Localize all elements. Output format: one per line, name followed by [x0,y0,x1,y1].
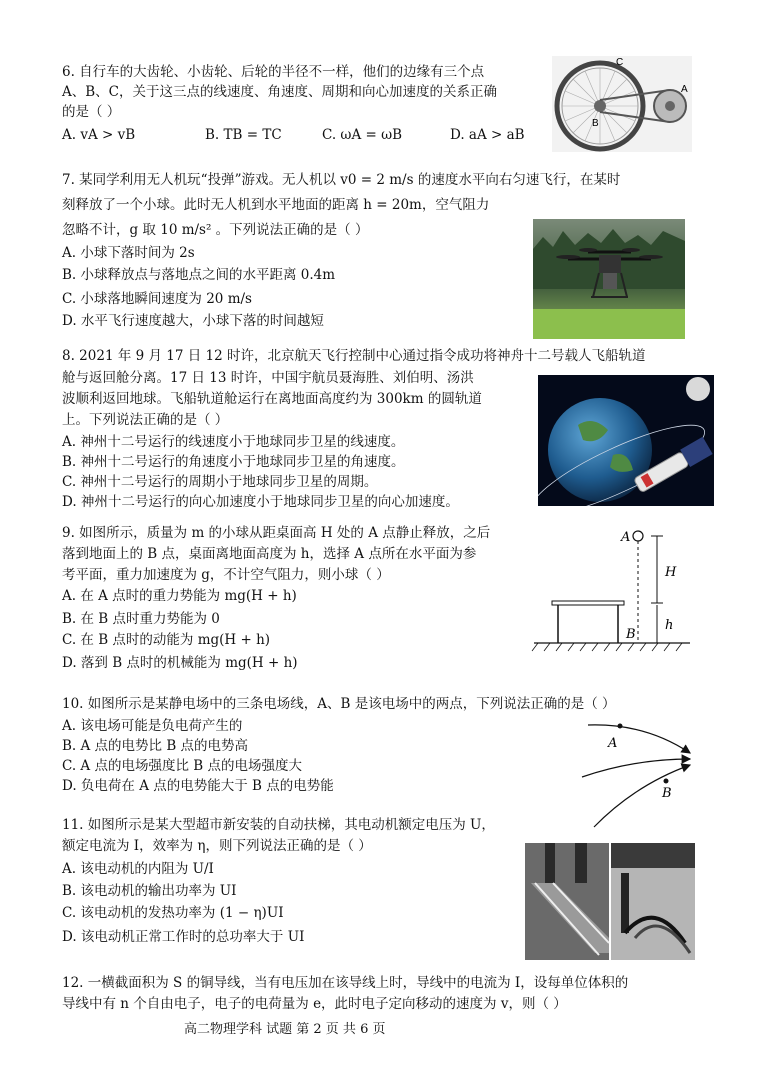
drone-photo [533,219,685,339]
q8-stem-line1: 8. 2021 年 9 月 17 日 12 时许，北京航天飞行控制中心通过指令成功将神舟十二号载人飞船轨道 [62,348,646,364]
q6-stem-line2: A、B、C，关于这三点的线速度、角速度、周期和向心加速度的关系正确 [62,84,497,100]
q12-stem-line1: 12. 一横截面积为 S 的铜导线，当有电压加在该导线上时，导线中的电流为 I，设每单位体积的 [62,975,629,991]
q11-option-c: C. 该电动机的发热功率为 (1 − η)UI [62,905,284,921]
q7-option-c: C. 小球落地瞬间速度为 20 m/s [62,291,252,307]
q6-option-a: A. vA > vB [62,127,136,143]
q11-stem-line1: 11. 如图所示是某大型超市新安装的自动扶梯，其电动机额定电压为 U， [62,817,495,833]
bicycle-wheel-figure [552,56,692,152]
q9-stem-line1: 9. 如图所示，质量为 m 的小球从距桌面高 H 处的 A 点静止释放，之后 [62,525,491,541]
q8-option-d: D. 神州十二号运行的向心加速度小于地球同步卫星的向心加速度。 [62,494,459,510]
electric-field-lines-diagram [580,715,700,831]
q8-stem-line3: 波顺利返回地球。飞船轨道舱运行在离地面高度约为 300km 的圆轨道 [62,391,482,407]
q7-option-b: B. 小球释放点与落地点之间的水平距离 0.4m [62,267,336,283]
q10-stem-line1: 10. 如图所示是某静电场中的三条电场线，A、B 是该电场中的两点，下列说法正确的是（ ） [62,696,616,712]
q11-option-d: D. 该电动机正常工作时的总功率大于 UI [62,929,305,945]
q10-option-a: A. 该电场可能是负电荷产生的 [62,718,243,734]
q10-option-d: D. 负电荷在 A 点的电势能大于 B 点的电势能 [62,778,334,794]
q8-stem-line2: 舱与返回舱分离。17 日 13 时许，中国宇航员聂海胜、刘伯明、汤洪 [62,370,474,386]
fig-label-b: B [662,786,672,801]
q7-stem-line1: 7. 某同学利用无人机玩“投弹”游戏。无人机以 v0 = 2 m/s 的速度水平向右匀速飞行，在某时 [62,172,621,188]
q10-option-b: B. A 点的电势比 B 点的电势高 [62,738,249,754]
q9-stem-line3: 考平面，重力加速度为 g，不计空气阻力，则小球（ ） [62,567,390,583]
q9-option-d: D. 落到 B 点时的机械能为 mg(H + h) [62,655,298,671]
spacecraft-earth-photo [538,375,714,506]
fig-label-a: A [621,530,631,545]
q12-stem-line2: 导线中有 n 个自由电子，电子的电荷量为 e，此时电子定向移动的速度为 v，则（ ） [62,996,567,1012]
q6-stem-line3: 的是（ ） [62,104,121,120]
table-drop-diagram [530,525,695,655]
q9-option-a: A. 在 A 点时的重力势能为 mg(H + h) [62,588,297,604]
fig-label-a: A [681,84,688,95]
q8-option-a: A. 神州十二号运行的线速度小于地球同步卫星的线速度。 [62,434,405,450]
q6-option-b: B. TB = TC [205,127,282,143]
q11-stem-line2: 额定电流为 I，效率为 η，则下列说法正确的是（ ） [62,838,372,854]
q6-option-d: D. aA > aB [450,127,525,143]
fig-label-b: B [626,627,636,642]
q8-option-c: C. 神州十二号运行的周期小于地球同步卫星的周期。 [62,474,378,490]
q6-stem-line1: 6. 自行车的大齿轮、小齿轮、后轮的半径不一样，他们的边缘有三个点 [62,64,485,80]
q11-option-b: B. 该电动机的输出功率为 UI [62,883,237,899]
fig-label-h: h [665,618,674,633]
q7-option-a: A. 小球下落时间为 2s [62,245,195,261]
q6-option-c: C. ωA = ωB [322,127,403,143]
q9-option-b: B. 在 B 点时重力势能为 0 [62,611,220,627]
fig-label-a: A [608,736,618,751]
q11-option-a: A. 该电动机的内阻为 U/I [62,861,214,877]
escalator-photo [525,843,695,960]
fig-label-c: C [616,57,624,68]
q9-option-c: C. 在 B 点时的动能为 mg(H + h) [62,632,271,648]
q7-stem-line3: 忽略不计，g 取 10 m/s² 。下列说法正确的是（ ） [62,222,369,238]
q9-stem-line2: 落到地面上的 B 点，桌面离地面高度为 h，选择 A 点所在水平面为参 [62,546,477,562]
page-footer: 高二物理学科 试题 第 2 页 共 6 页 [184,1022,386,1037]
q8-stem-line4: 上。下列说法正确的是（ ） [62,412,229,428]
fig-label-H: H [665,565,677,580]
q7-stem-line2: 刻释放了一个小球。此时无人机到水平地面的距离 h = 20m，空气阻力 [62,197,490,213]
fig-label-b: B [592,118,599,129]
q10-option-c: C. A 点的电场强度比 B 点的电场强度大 [62,758,302,774]
q7-option-d: D. 水平飞行速度越大，小球下落的时间越短 [62,313,324,329]
q8-option-b: B. 神州十二号运行的角速度小于地球同步卫星的角速度。 [62,454,405,470]
